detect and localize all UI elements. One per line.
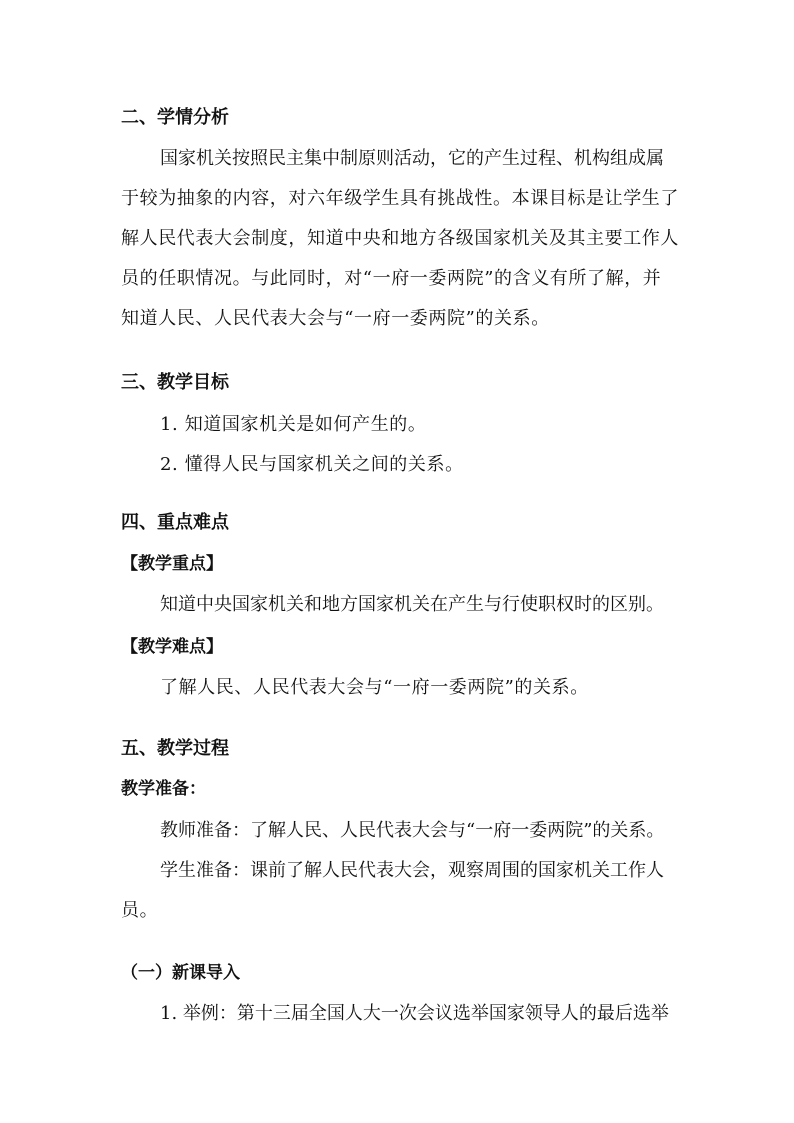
goal-item: 1. 知道国家机关是如何产生的。: [160, 414, 427, 435]
section-heading-key-difficulty: 四、重点难点: [121, 512, 229, 533]
paragraph-line: 于较为抽象的内容，对六年级学生具有挑战性。本课目标是让学生了: [121, 188, 679, 209]
preparation-label: 教学准备：: [121, 779, 206, 799]
key-point-text: 知道中央国家机关和地方国家机关在产生与行使职权时的区别。: [160, 594, 664, 615]
difficulty-label: 【教学难点】: [121, 637, 223, 657]
section-heading-learning-analysis: 二、学情分析: [121, 107, 229, 128]
paragraph-line: 知道人民、人民代表大会与“一府一委两院”的关系。: [121, 308, 550, 329]
difficulty-text: 了解人民、人民代表大会与“一府一委两院”的关系。: [160, 677, 589, 698]
paragraph-line: 员的任职情况。与此同时，对“一府一委两院”的含义有所了解，并: [121, 268, 662, 289]
part1-item: 1. 举例：第十三届全国人大一次会议选举国家领导人的最后选举: [160, 1003, 669, 1024]
key-point-label: 【教学重点】: [121, 554, 223, 574]
paragraph-line: 解人民代表大会制度，知道中央和地方各级国家机关及其主要工作人: [121, 228, 679, 249]
part1-heading: （一）新课导入: [121, 963, 240, 983]
section-heading-teaching-goals: 三、教学目标: [121, 372, 229, 393]
student-preparation-line: 员。: [121, 900, 159, 921]
teacher-preparation: 教师准备：了解人民、人民代表大会与“一府一委两院”的关系。: [160, 820, 665, 841]
goal-item: 2. 懂得人民与国家机关之间的关系。: [160, 454, 464, 475]
paragraph-line: 国家机关按照民主集中制原则活动，它的产生过程、机构组成属: [160, 148, 664, 169]
student-preparation-line: 学生准备：课前了解人民代表大会，观察周围的国家机关工作人: [160, 860, 664, 881]
section-heading-teaching-process: 五、教学过程: [121, 738, 229, 759]
